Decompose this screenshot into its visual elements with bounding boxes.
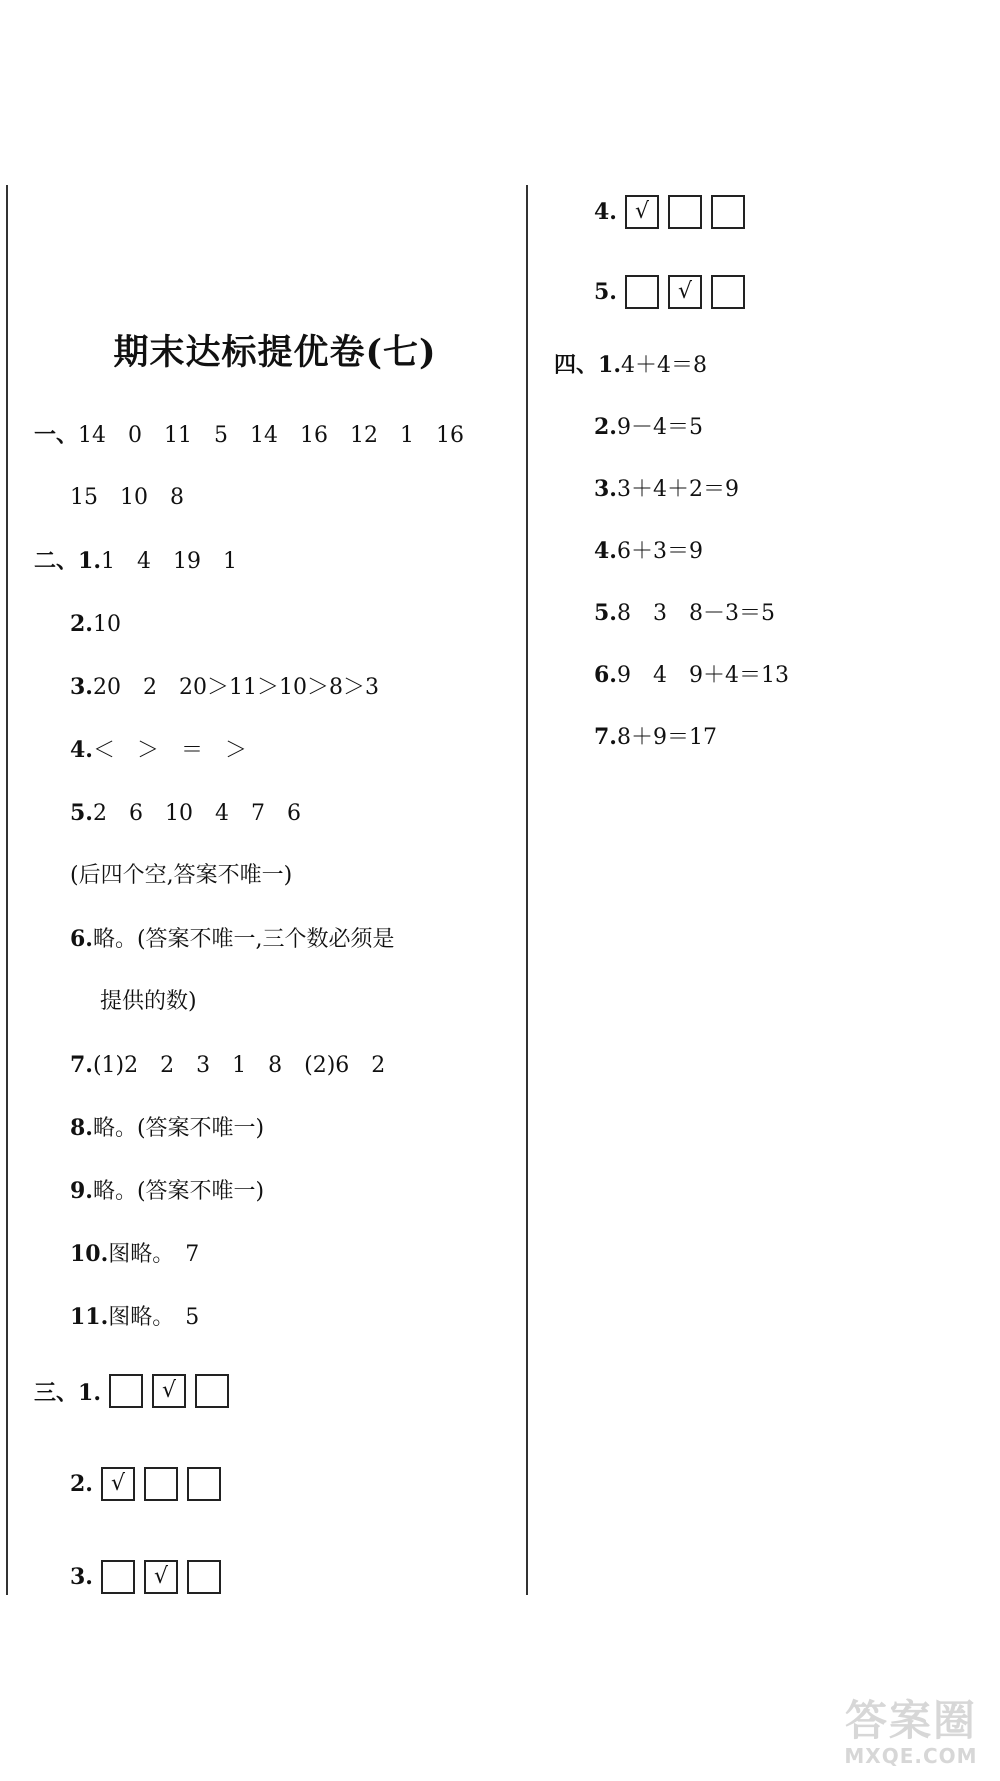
item-answer: 略。(答案不唯一,三个数必须是 <box>92 927 395 952</box>
item-number: 5. <box>594 600 617 626</box>
section-2-item-7 <box>70 1050 385 1081</box>
watermark-logo <box>836 1698 986 1773</box>
column-divider <box>526 185 528 1595</box>
item-number: 8. <box>70 1115 93 1141</box>
section-2-item-6-continued <box>100 987 197 1017</box>
section-4-item-5 <box>594 598 775 629</box>
section-1-answers-continued: 15 10 8 <box>70 485 184 510</box>
item-answer: 6＋3＝9 <box>616 539 703 564</box>
section-4-item-6 <box>594 660 789 691</box>
section-2-label: 二、 <box>34 548 79 574</box>
item-number: 7. <box>594 724 617 750</box>
section-2-item-5-note <box>70 861 292 891</box>
item-answer: 20 2 20＞11＞10＞8＞3 <box>92 675 379 700</box>
item-answer: 略。(答案不唯一) <box>92 1179 265 1204</box>
section-3-item-3 <box>70 1560 230 1594</box>
section-4-item-1 <box>554 350 707 381</box>
section-1-line-2 <box>70 483 184 513</box>
item-number: 11. <box>70 1304 109 1330</box>
section-4-item-2 <box>594 412 703 443</box>
section-2-item-10 <box>70 1239 199 1270</box>
section-1-line-1 <box>34 420 464 451</box>
item-answer: 略。(答案不唯一) <box>92 1116 265 1141</box>
section-3-item-4 <box>594 195 754 229</box>
item-answer: 图略。 5 <box>108 1305 200 1330</box>
section-1-label: 一、 <box>34 422 79 448</box>
answer-box <box>187 1467 221 1501</box>
answer-box <box>195 1374 229 1408</box>
item-answer: 2 6 10 4 7 6 <box>92 801 301 826</box>
answer-box <box>625 275 659 309</box>
item-answer-continued: 提供的数) <box>100 989 197 1014</box>
item-number: 6. <box>70 926 93 952</box>
section-2-item-5 <box>70 798 301 829</box>
section-3-label: 三、1. <box>34 1379 101 1406</box>
answer-box-checked: √ <box>144 1560 178 1594</box>
section-2-item-4 <box>70 735 247 766</box>
item-number: 2. <box>70 1471 93 1497</box>
item-number: 5. <box>594 279 617 305</box>
item-number: 4. <box>594 199 617 225</box>
item-number: 7. <box>70 1052 93 1078</box>
item-number: 1. <box>78 548 101 574</box>
item-number: 2. <box>594 414 617 440</box>
section-3-item-5 <box>594 275 754 309</box>
answer-box-checked: √ <box>668 275 702 309</box>
answer-box <box>711 275 745 309</box>
section-3-item-1 <box>34 1374 238 1408</box>
item-answer: ＜ ＞ ＝ ＞ <box>92 738 247 763</box>
item-note: (后四个空,答案不唯一) <box>70 863 293 888</box>
section-4-label: 四、 <box>554 352 599 378</box>
item-answer: 8＋9＝17 <box>616 725 717 750</box>
section-2-item-6 <box>70 924 395 955</box>
item-answer: 8 3 8－3＝5 <box>616 601 775 626</box>
answer-box <box>101 1560 135 1594</box>
watermark-text: 答案圈 <box>844 1696 977 1745</box>
item-answer: 图略。 7 <box>108 1242 200 1267</box>
answer-box-checked: √ <box>152 1374 186 1408</box>
item-number: 4. <box>594 538 617 564</box>
item-number: 4. <box>70 737 93 763</box>
item-number: 10. <box>70 1241 109 1267</box>
item-answer: 10 <box>92 612 121 637</box>
item-number: 3. <box>70 674 93 700</box>
section-2-item-2 <box>70 609 121 640</box>
item-number: 3. <box>594 476 617 502</box>
item-number: 9. <box>70 1178 93 1204</box>
item-answer: (1)2 2 3 1 8 (2)6 2 <box>92 1053 386 1078</box>
item-answer: 9 4 9＋4＝13 <box>616 663 789 688</box>
answer-box <box>187 1560 221 1594</box>
section-2-item-8 <box>70 1113 264 1144</box>
section-2-item-9 <box>70 1176 264 1207</box>
item-answer: 1 4 19 1 <box>100 549 237 574</box>
answer-box-checked: √ <box>625 195 659 229</box>
item-number: 2. <box>70 611 93 637</box>
section-1-answers: 14 0 11 5 14 16 12 1 16 <box>78 423 464 448</box>
section-2-item-11 <box>70 1302 199 1333</box>
section-2-item-3 <box>70 672 379 703</box>
section-4-item-4 <box>594 536 703 567</box>
item-number: 5. <box>70 800 93 826</box>
answer-box <box>668 195 702 229</box>
item-answer: 3＋4＋2＝9 <box>616 477 739 502</box>
item-number: 6. <box>594 662 617 688</box>
answer-box <box>109 1374 143 1408</box>
section-3-item-2 <box>70 1467 230 1501</box>
item-number: 1. <box>598 352 621 378</box>
section-4-item-7 <box>594 722 717 753</box>
section-4-item-3 <box>594 474 739 505</box>
item-number: 3. <box>70 1564 93 1590</box>
page-title: 期末达标提优卷(七) <box>113 332 437 373</box>
answer-box <box>711 195 745 229</box>
item-answer: 9－4＝5 <box>616 415 703 440</box>
watermark-url: MXQE.COM <box>844 1744 978 1768</box>
section-2-item-1 <box>34 546 237 577</box>
item-answer: 4＋4＝8 <box>620 353 707 378</box>
answer-box-checked: √ <box>101 1467 135 1501</box>
left-margin-rule <box>6 185 8 1595</box>
answer-box <box>144 1467 178 1501</box>
